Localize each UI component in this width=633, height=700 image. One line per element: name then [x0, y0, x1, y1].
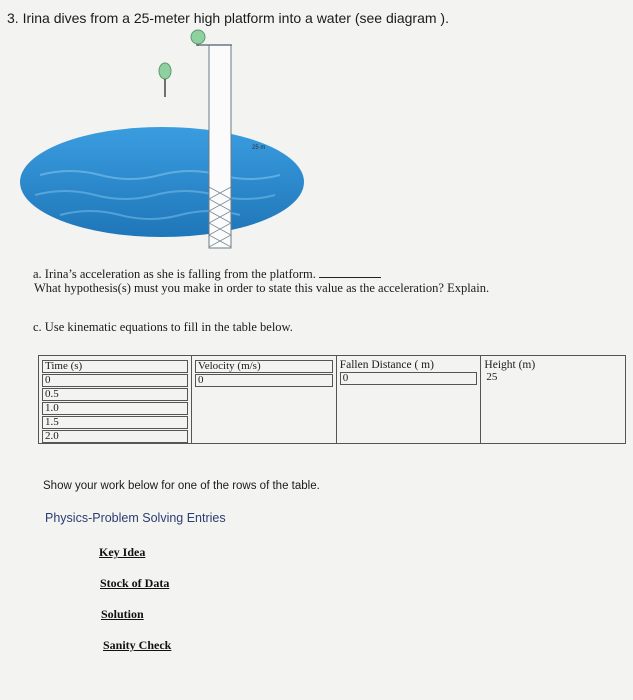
time-header: Time (s): [42, 360, 188, 373]
entry-sanity-check: Sanity Check: [103, 638, 172, 652]
observer-figure: [159, 63, 171, 97]
time-cell[interactable]: 1.0: [42, 402, 188, 415]
height-cell[interactable]: 25: [486, 371, 498, 383]
distance-cell[interactable]: 0: [340, 372, 478, 385]
distance-header: Fallen Distance ( m): [339, 359, 434, 371]
answer-blank[interactable]: [319, 267, 381, 278]
show-work-instruction: Show your work below for one of the rows of the table.: [43, 480, 320, 492]
height-column: [481, 356, 626, 444]
velocity-cell[interactable]: 0: [195, 374, 333, 387]
velocity-header: Velocity (m/s): [195, 360, 333, 373]
time-cell[interactable]: 1.5: [42, 416, 188, 429]
diver-diagram: [20, 25, 310, 255]
height-header: Height (m): [484, 359, 536, 371]
height-label: 25 m: [252, 145, 266, 151]
part-a-question: [33, 267, 489, 295]
time-column: [39, 356, 192, 444]
water-pool: [20, 127, 304, 237]
time-cell[interactable]: 2.0: [42, 430, 188, 443]
entries-title: Physics-Problem Solving Entries: [45, 511, 226, 525]
entry-stock-of-data: Stock of Data: [100, 576, 170, 590]
kinematics-table: [38, 355, 626, 444]
velocity-column: [192, 356, 337, 444]
part-a-text: a. Irina’s acceleration as she is falling from the platform.: [33, 267, 316, 281]
problem-title: 3. Irina dives from a 25-meter high platform into a water (see diagram ).: [7, 10, 449, 26]
part-a-followup: What hypothesis(s) must you make in order to state this value as the acceleration? Explain.: [34, 281, 490, 295]
entry-solution: Solution: [101, 607, 144, 621]
entry-key-idea: Key Idea: [99, 545, 146, 559]
time-cell[interactable]: 0.5: [42, 388, 188, 401]
distance-column: [336, 356, 481, 444]
part-c-instruction: c. Use kinematic equations to fill in the table below.: [33, 320, 293, 334]
time-cell[interactable]: 0: [42, 374, 188, 387]
diver-figure: [191, 30, 205, 46]
